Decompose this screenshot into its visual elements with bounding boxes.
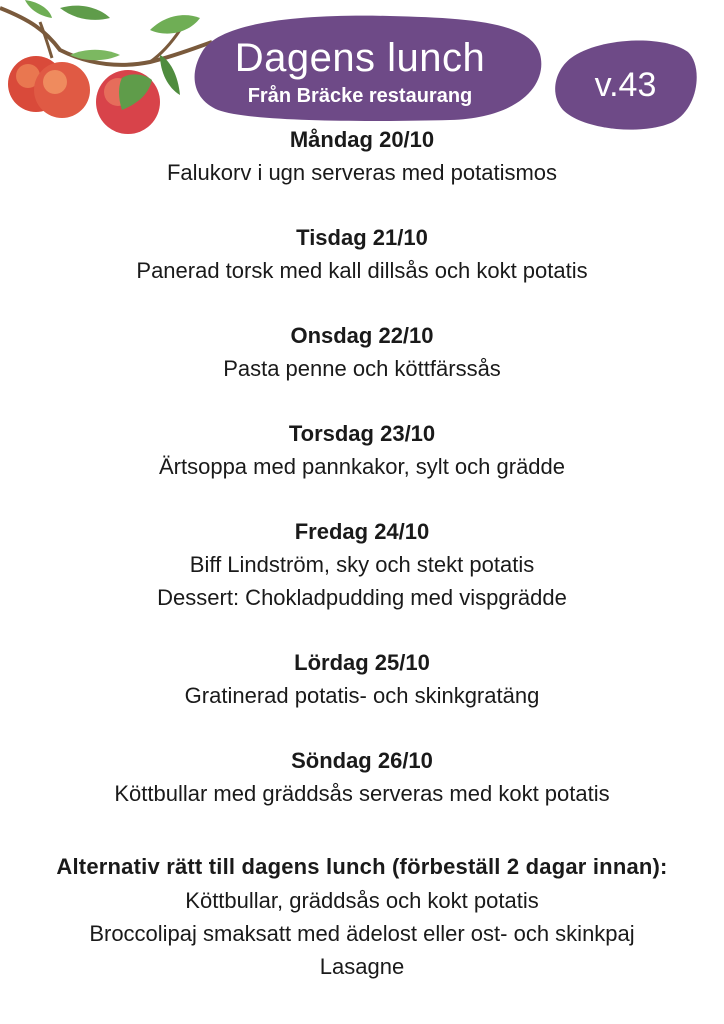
day-title: Söndag 26/10: [291, 748, 433, 773]
alternative-section: [0, 850, 724, 983]
day-monday: [0, 124, 724, 189]
alternative-item: Köttbullar, gräddsås och kokt potatis: [185, 888, 539, 913]
alternative-item: Broccolipaj smaksatt med ädelost eller ost- och skinkpaj: [89, 921, 635, 946]
day-title: Tisdag 21/10: [296, 225, 428, 250]
week-label: v.43: [594, 66, 657, 104]
day-friday: [0, 516, 724, 614]
apple-branch-icon: [0, 0, 220, 140]
week-badge: [553, 38, 698, 130]
day-title: Lördag 25/10: [294, 650, 430, 675]
title-banner: [190, 14, 545, 122]
day-title: Onsdag 22/10: [290, 323, 434, 348]
dish: Gratinerad potatis- och skinkgratäng: [184, 683, 540, 708]
dessert: Dessert: Chokladpudding med vispgrädde: [157, 585, 567, 610]
dish: Panerad torsk med kall dillsås och kokt potatis: [136, 258, 588, 283]
dish: Köttbullar med gräddsås serveras med kokt potatis: [114, 781, 610, 806]
day-title: Måndag 20/10: [289, 127, 435, 152]
alternative-title: Alternativ rätt till dagens lunch (förbeställ 2 dagar innan):: [56, 854, 668, 879]
menu-list: [0, 124, 724, 843]
day-tuesday: [0, 222, 724, 287]
day-wednesday: [0, 320, 724, 385]
dish: Ärtsoppa med pannkakor, sylt och grädde: [158, 454, 566, 479]
dish: Falukorv i ugn serveras med potatismos: [166, 160, 558, 185]
day-sunday: [0, 745, 724, 810]
day-saturday: [0, 647, 724, 712]
dish: Biff Lindström, sky och stekt potatis: [189, 552, 535, 577]
page-subtitle: Från Bräcke restaurang: [247, 85, 473, 107]
day-thursday: [0, 418, 724, 483]
day-title: Torsdag 23/10: [288, 421, 436, 446]
dish: Pasta penne och köttfärssås: [223, 356, 501, 381]
page-title: Dagens lunch: [234, 36, 486, 80]
alternative-item: Lasagne: [319, 954, 405, 979]
day-title: Fredag 24/10: [294, 519, 430, 544]
